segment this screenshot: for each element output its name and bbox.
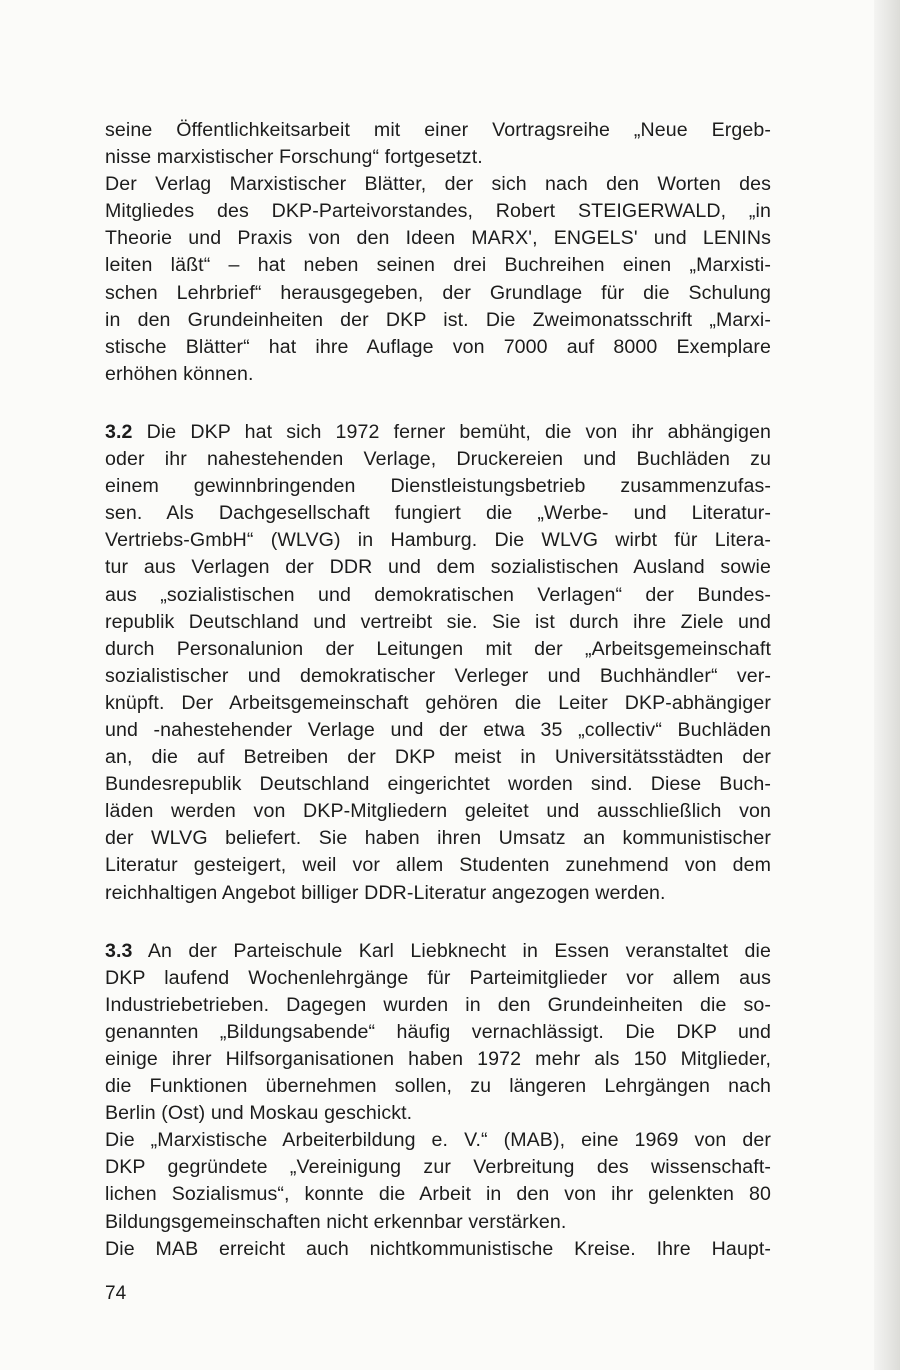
- text-line: reichhaltigen Angebot billiger DDR-Literatur angezogen werden.: [105, 881, 666, 904]
- section-3-2: [105, 419, 771, 907]
- text-line: stische Blätter“ hat ihre Auflage von 7000 auf 8000 Exemplare: [105, 335, 771, 358]
- paragraph-gap: [105, 388, 771, 419]
- paragraph: [105, 1127, 771, 1235]
- line-text: Die DKP hat sich 1972 ferner bemüht, die von ihr abhängigen: [146, 420, 772, 443]
- text-line: knüpft. Der Arbeitsgemeinschaft gehören die Leiter DKP-abhängiger: [105, 691, 771, 714]
- paragraph: [105, 117, 771, 171]
- section-number: 3.2: [105, 420, 133, 443]
- text-line: Bundesrepublik Deutschland eingerichtet worden sind. Diese Buch-: [105, 773, 771, 796]
- text-line: Literatur gesteigert, weil vor allem Studenten zunehmend von dem: [105, 854, 771, 877]
- text-line: und -nahestehender Verlage und der etwa 35 „collectiv“ Buchläden: [105, 718, 771, 741]
- text-line: [105, 938, 771, 965]
- paragraph: [105, 1236, 771, 1263]
- text-line: DKP gegründete „Vereinigung zur Verbreitung des wissenschaft-: [105, 1156, 771, 1179]
- text-line: einige ihrer Hilfsorganisationen haben 1972 mehr als 150 Mitglieder,: [105, 1048, 771, 1070]
- page-edge-shadow: [874, 0, 900, 1370]
- paragraph-gap: [105, 907, 771, 938]
- text-line: Die MAB erreicht auch nichtkommunistische Kreise. Ihre Haupt-: [105, 1237, 771, 1260]
- text-line: republik Deutschland und vertreibt sie. Sie ist durch ihre Ziele und: [105, 610, 771, 633]
- text-line: nisse marxistischer Forschung“ fortgesetzt.: [105, 146, 483, 169]
- text-line: Vertriebs-GmbH“ (WLVG) in Hamburg. Die WLVG wirbt für Litera-: [105, 529, 771, 552]
- text-line: Industriebetrieben. Dagegen wurden in den Grundeinheiten die so-: [105, 993, 771, 1016]
- text-line: Die „Marxistische Arbeiterbildung e. V.“ (MAB), eine 1969 von der: [105, 1129, 771, 1152]
- text-line: läden werden von DKP-Mitgliedern geleitet und ausschließlich von: [105, 800, 771, 823]
- text-line: Der Verlag Marxistischer Blätter, der sich nach den Worten des: [105, 173, 771, 196]
- line-text: An der Parteischule Karl Liebknecht in Essen veranstaltet die: [147, 939, 771, 962]
- text-line: tur aus Verlagen der DDR und dem sozialistischen Ausland sowie: [105, 556, 771, 579]
- text-line: seine Öffentlichkeitsarbeit mit einer Vortragsreihe „Neue Ergeb-: [105, 119, 771, 141]
- paragraph: [105, 171, 771, 388]
- text-line: aus „sozialistischen und demokratischen Verlagen“ der Bundes-: [105, 583, 771, 606]
- text-line: einem gewinnbringenden Dienstleistungsbetrieb zusammenzufas-: [105, 475, 771, 498]
- text-line: sozialistischer und demokratischer Verleger und Buchhändler“ ver-: [105, 664, 771, 687]
- page-number: 74: [105, 1283, 127, 1304]
- text-line: die Funktionen übernehmen sollen, zu längeren Lehrgängen nach: [105, 1075, 771, 1098]
- text-line: sen. Als Dachgesellschaft fungiert die „Werbe- und Literatur-: [105, 502, 771, 525]
- text-line: Bildungsgemeinschaften nicht erkennbar verstärken.: [105, 1210, 567, 1233]
- text-line: leiten läßt“ – hat neben seinen drei Buchreihen einen „Marxisti-: [105, 254, 771, 277]
- text-line: Berlin (Ost) und Moskau geschickt.: [105, 1102, 413, 1125]
- text-line: [105, 419, 771, 446]
- text-line: lichen Sozialismus“, konnte die Arbeit in den von ihr gelenkten 80: [105, 1183, 771, 1206]
- section-3-3: [105, 938, 771, 1128]
- text-line: der WLVG beliefert. Sie haben ihren Umsatz an kommunistischer: [105, 827, 771, 850]
- text-line: Theorie und Praxis von den Ideen MARX', ENGELS' und LENINs: [105, 227, 771, 250]
- text-line: schen Lehrbrief“ herausgegeben, der Grundlage für die Schulung: [105, 281, 771, 304]
- text-line: in den Grundeinheiten der DKP ist. Die Zweimonatsschrift „Marxi-: [105, 308, 771, 331]
- text-line: durch Personalunion der Leitungen mit der „Arbeitsgemeinschaft: [105, 637, 771, 660]
- text-line: Mitgliedes des DKP-Parteivorstandes, Robert STEIGERWALD, „in: [105, 200, 771, 223]
- text-line: genannten „Bildungsabende“ häufig vernachlässigt. Die DKP und: [105, 1020, 771, 1043]
- text-line: oder ihr nahestehenden Verlage, Druckereien und Buchläden zu: [105, 448, 771, 471]
- text-line: an, die auf Betreiben der DKP meist in Universitätsstädten der: [105, 746, 771, 769]
- section-number: 3.3: [105, 939, 133, 962]
- body-text: [105, 117, 771, 1263]
- text-line: DKP laufend Wochenlehrgänge für Parteimitglieder vor allem aus: [105, 966, 771, 989]
- text-line: erhöhen können.: [105, 362, 254, 385]
